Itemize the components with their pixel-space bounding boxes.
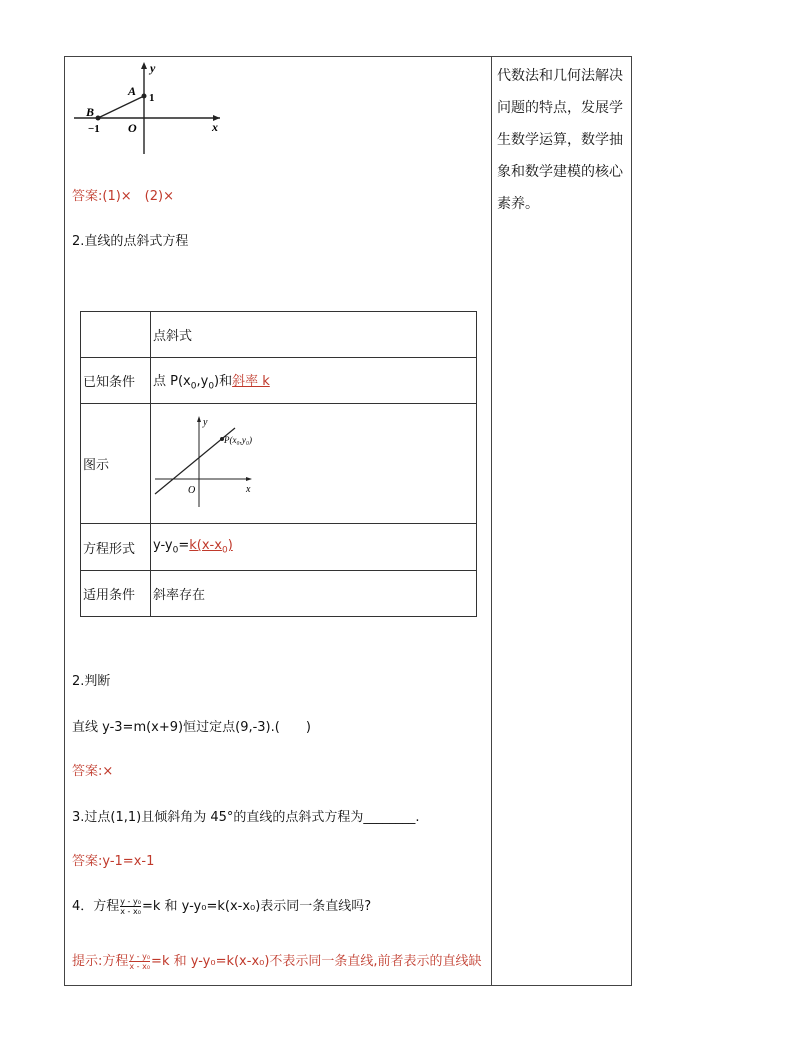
svg-text:y: y — [203, 416, 208, 428]
column-divider — [491, 56, 492, 986]
q4-fraction: $\frac{\text{y - y₀}}{\text{x - x₀}}$ — [120, 897, 141, 916]
point-slope-figure — [153, 412, 283, 512]
answer-1: 答案:(1)× (2)× — [72, 189, 174, 204]
svg-text:O: O — [188, 484, 196, 496]
row-cond-value: 斜率存在 — [151, 571, 477, 617]
question-3-answer: 答案:y-1=x-1 — [72, 854, 155, 869]
svg-text:B: B — [86, 105, 95, 119]
row-figure-cell — [151, 404, 477, 524]
svg-text:−1: −1 — [88, 123, 100, 135]
svg-text:x: x — [246, 483, 251, 495]
row-known-value: 点 $P(x_0,y_0)$和斜率 k — [151, 358, 477, 404]
slope-k: 斜率 k — [232, 373, 270, 389]
hint-fraction: $\frac{\text{y - y₀}}{\text{x - x₀}}$ — [129, 952, 151, 971]
judge-text: 直线 y-3=m(x+9)恒过定点(9,-3).( ) — [72, 720, 311, 735]
question-4: 4．方程 $\frac{\text{y - y₀}}{\text{x - x₀}}$ =k 和 y-y₀=k(x-x₀)表示同一条直线吗? — [72, 897, 372, 916]
row-figure-label: 图示 — [81, 404, 151, 524]
svg-text:O: O — [128, 121, 137, 135]
row-form-value: $y-y_0=k(x-x_0)$ — [151, 524, 477, 571]
side-note: 代数法和几何法解决问题的特点，发展学生数学运算，数学抽象和数学建模的核心素养。 — [497, 68, 623, 212]
question-3: 3.过点(1,1)且倾斜角为 45°的直线的点斜式方程为________. — [72, 810, 420, 825]
table-corner — [81, 312, 151, 358]
form-answer: $k(x-x_0)$ — [189, 538, 233, 556]
svg-text:A: A — [128, 84, 137, 98]
row-form-label: 方程形式 — [81, 524, 151, 571]
judge-title: 2.判断 — [72, 674, 111, 689]
hint: 提示:方程 $\frac{\text{y - y₀}}{\text{x - x₀}}$ =k 和 y-y₀=k(x-x₀)不表示同一条直线,前者表示的直线缺 — [72, 952, 482, 971]
judge-answer: 答案:× — [72, 764, 114, 779]
section2-title: 2.直线的点斜式方程 — [72, 234, 189, 249]
row-known-label: 已知条件 — [81, 358, 151, 404]
table-header: 点斜式 — [151, 312, 477, 358]
point-slope-table — [80, 311, 477, 617]
row-cond-label: 适用条件 — [81, 571, 151, 617]
svg-text:y: y — [150, 61, 156, 75]
svg-text:x: x — [212, 120, 218, 134]
svg-text:1: 1 — [149, 92, 155, 104]
top-coordinate-figure — [70, 58, 230, 158]
svg-text:P(x₀,y₀): P(x₀,y₀) — [224, 434, 252, 445]
